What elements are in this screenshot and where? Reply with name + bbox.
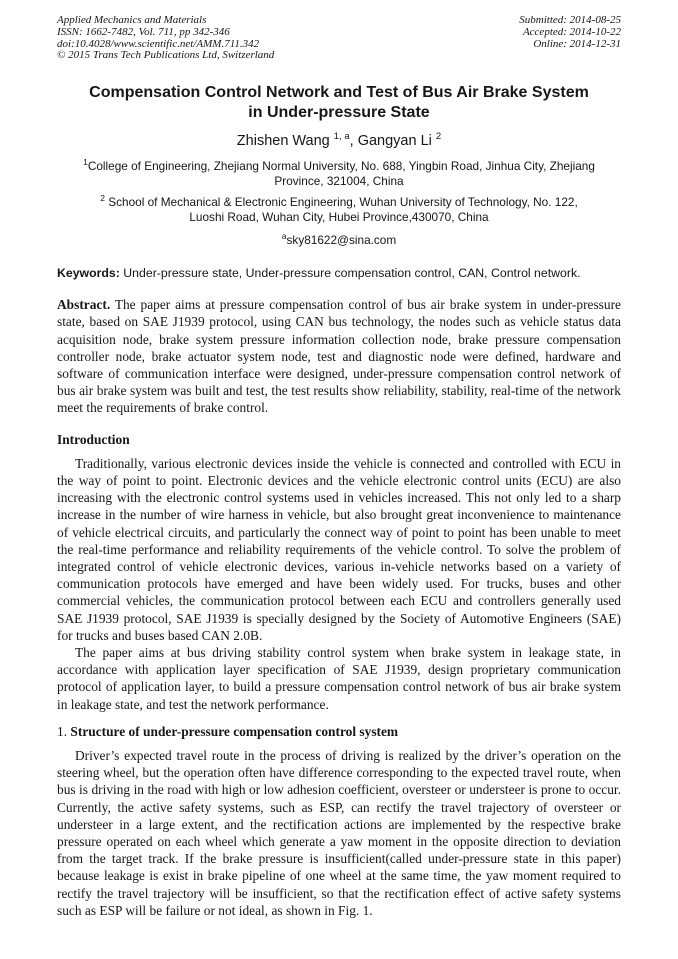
journal-issn-volume: ISSN: 1662-7482, Vol. 711, pp 342-346 (57, 25, 230, 38)
paper-title (57, 83, 621, 123)
paper-title-line1: Compensation Control Network and Test of Bus Air Brake System (89, 84, 589, 102)
abstract-paragraph (57, 296, 621, 416)
submission-dates-block (519, 15, 621, 62)
affiliation-1-superscript: 1 (83, 157, 88, 168)
keywords-text: Under-pressure state, Under-pressure compensation control, CAN, Control network. (123, 266, 581, 281)
online-date: Online: 2014-12-31 (533, 37, 621, 50)
journal-header (57, 15, 621, 62)
email-address: sky81622@sina.com (286, 233, 397, 248)
author-2-superscript: 2 (435, 131, 442, 143)
affiliation-1 (59, 159, 619, 188)
accepted-date: Accepted: 2014-10-22 (522, 25, 621, 38)
affiliation-2-text: School of Mechanical & Electronic Engineering, Wuhan University of Technology, No. 122, Luoshi Road, Wuhan City, Hubei Province,430070, China (104, 195, 578, 224)
email-superscript: a (281, 231, 287, 242)
author-1-superscript: 1, a (333, 131, 350, 143)
affiliation-2 (94, 195, 584, 224)
affiliation-1-text: College of Engineering, Zhejiang Normal University, No. 688, Yingbin Road, Jinhua City, Zhejiang Province, 321004, China (87, 159, 595, 188)
author-1-name: Zhishen Wang (236, 133, 334, 150)
section-1-heading (57, 723, 621, 740)
paper-title-line2: in Under-pressure State (248, 104, 430, 122)
affiliation-2-superscript: 2 (100, 193, 105, 204)
authors-line (57, 133, 621, 150)
author-email (57, 233, 621, 247)
journal-title: Applied Mechanics and Materials (57, 14, 207, 26)
section-1-number: 1. (57, 723, 68, 739)
keywords-line (57, 266, 621, 281)
introduction-paragraph-1: Traditionally, various electronic devices inside the vehicle is connected and controlled with ECU in the way of point to point. Electronic devices and the vehicle electronic control units (ECU) are also increasing with the electronic control systems used in vehicles increased. This not only led to a sharp increase in the number of wire harness in vehicle, but also brought great inconvenience to maintenance of vehicle electrical circuits, and particularly the connect way of point to point has been unable to meet the real-time performance and reliability requirements of the vehicle control. To solve the problem of integrated control of vehicle electronic devices, various in-vehicle networks based on a variety of communication protocols have emerged and have been widely used. For trucks, buses and other commercial vehicles, the communication protocol between each ECU and controllers generally used SAE J1939 protocol, SAE J1939 is specially designed by the Society of Automotive Engineers (SAE) for trucks and buses based CAN 2.0B. (57, 455, 621, 643)
author-2-name: , Gangyan Li (349, 133, 436, 150)
introduction-paragraph-2: The paper aims at bus driving stability control system when brake system in leakage state, in accordance with application layer specification of SAE J1939, design proprietary communication protocol of application layer, to build a pressure compensation control network of bus air brake system in leakage state, and test the network performance. (57, 645, 621, 712)
section-1-paragraph-1: Driver’s expected travel route in the process of driving is realized by the driver’s operation on the steering wheel, but the operation often have difference corresponding to the expected travel route, when bus is driving in the road with high or low adhesion coefficient, oversteer or understeer is prone to occur. Currently, the active safety systems, such as ESP, can rectify the travel trajectory of oversteer or understeer in a large extent, and the rectification actions are implemented by the respective brake pressure operated on each wheel which generate a yaw moment in the opposite direction to deviation from the target track. If the brake pressure is insufficient(called under-pressure state in this paper) because leakage is exist in brake pipeline of one wheel at the same time, the yaw moment required to rectify the travel trajectory will be insufficient, so that the rectification effect of active safety systems such as ESP will be failure or not ideal, as shown in Fig. 1. (57, 748, 621, 918)
section-1-heading-text: Structure of under-pressure compensation control system (70, 723, 399, 739)
journal-copyright: © 2015 Trans Tech Publications Ltd, Switzerland (57, 49, 275, 62)
introduction-heading: Introduction (57, 431, 130, 447)
journal-info-block (57, 15, 274, 62)
abstract-text: The paper aims at pressure compensation control of bus air brake system in under-pressure state, based on SAE J1939 protocol, using CAN bus technology, the nodes such as vehicle status data acquisition node, brake system pressure information collection node, brake pressure compensation controller node, brake actuator system node, test and diagnostic node were defined, hardware and software of communication interface were designed, under-pressure compensation control network of bus air brake system was built and test, the test results show reliability, stability, real-time of the network meet the requirements of brake control. (57, 297, 621, 416)
abstract-label: Abstract. (57, 297, 111, 313)
journal-doi: doi:10.4028/www.scientific.net/AMM.711.342 (57, 37, 260, 50)
submitted-date: Submitted: 2014-08-25 (519, 14, 621, 26)
keywords-label: Keywords: (57, 266, 120, 281)
